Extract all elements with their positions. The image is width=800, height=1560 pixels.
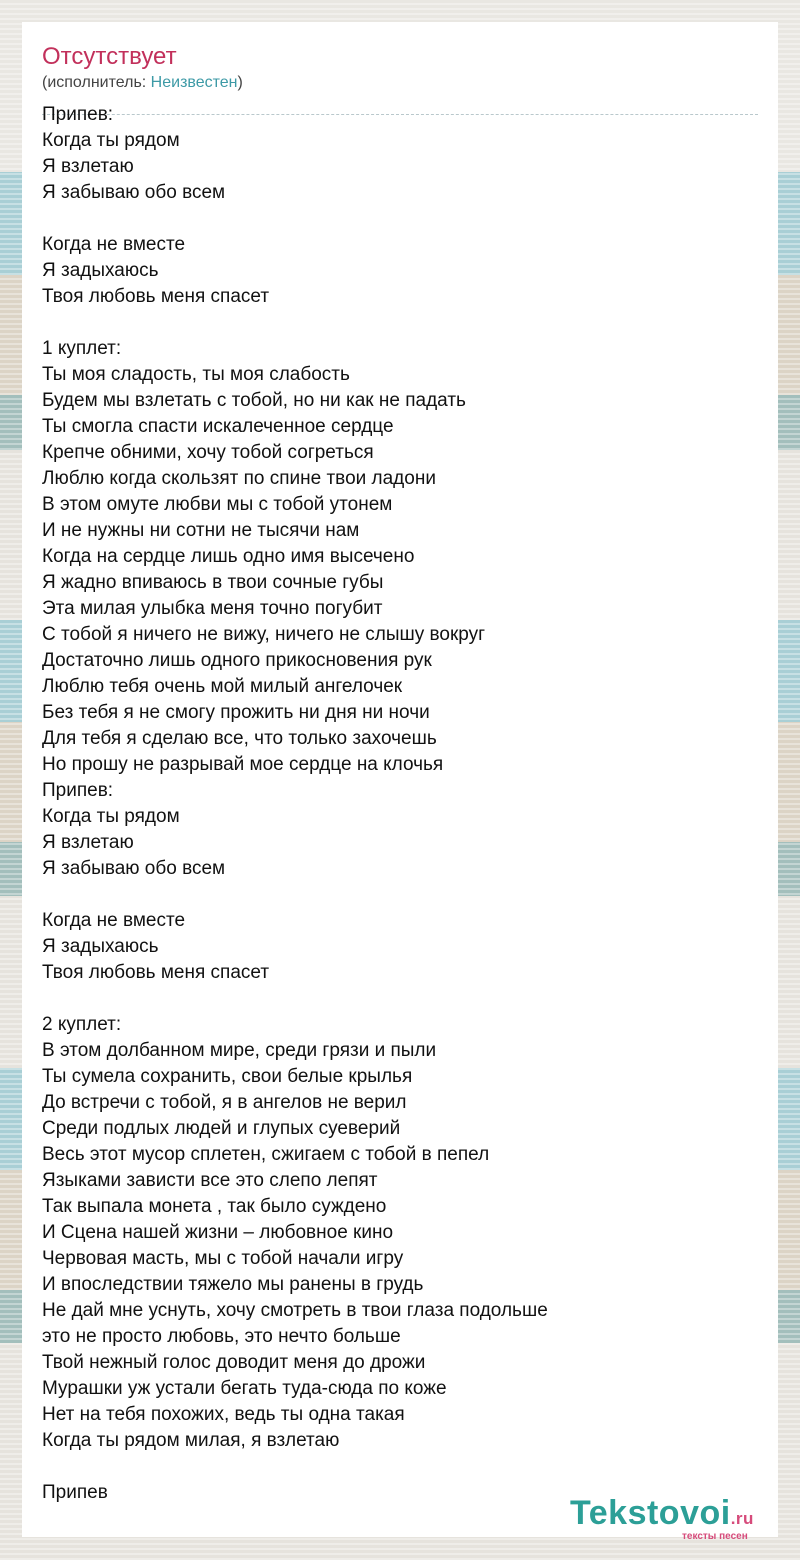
artist-line [42,72,243,94]
lyric-line: Когда ты рядом милая, я взлетаю [42,1430,340,1451]
lyric-line: Нет на тебя похожих, ведь ты одна такая [42,1404,405,1425]
lyric-line: Для тебя я сделаю все, что только захочешь [42,728,437,749]
lyric-blank-line [42,986,758,1012]
lyric-blank-line [42,882,758,908]
lyric-line: И не нужны ни сотни не тысячи нам [42,520,360,541]
lyric-line: Я забываю обо всем [42,858,226,879]
lyric-line: Припев: [42,780,114,801]
lyric-line: Среди подлых людей и глупых суеверий [42,1118,401,1139]
logo-tld: .ru [730,1509,754,1528]
lyric-line: Когда на сердце лишь одно имя высечено [42,546,415,567]
lyric-line: Когда не вместе [42,910,186,931]
artist-link[interactable]: Неизвестен [150,74,238,91]
lyric-line: Языками зависти все это слепо лепят [42,1170,378,1191]
lyric-line: И Сцена нашей жизни – любовное кино [42,1222,394,1243]
lyrics-text [42,102,758,1506]
lyric-line: Я взлетаю [42,156,134,177]
lyric-line: Припев [42,1482,108,1503]
lyric-line: В этом долбанном мире, среди грязи и пыли [42,1040,437,1061]
lyric-blank-line [42,206,758,232]
lyric-line: Когда ты рядом [42,806,180,827]
lyric-line: С тобой я ничего не вижу, ничего не слышу вокруг [42,624,486,645]
lyric-line: Ты смогла спасти искалеченное сердце [42,416,394,437]
lyric-line: В этом омуте любви мы с тобой утонем [42,494,393,515]
lyric-line: Когда ты рядом [42,130,180,151]
lyric-line: Люблю когда скользят по спине твои ладони [42,468,436,489]
lyric-line: 2 куплет: [42,1014,122,1035]
lyric-line: Весь этот мусор сплетен, сжигаем с тобой в пепел [42,1144,490,1165]
lyric-blank-line [42,1454,758,1480]
lyric-line: Люблю тебя очень мой милый ангелочек [42,676,403,697]
lyric-line: Ты моя сладость, ты моя слабость [42,364,350,385]
lyric-line: Но прошу не разрывай мое сердце на клочья [42,754,444,775]
song-title: Отсутствует [42,43,177,70]
lyric-line: Мурашки уж устали бегать туда-сюда по коже [42,1378,447,1399]
lyric-line: 1 куплет: [42,338,122,359]
site-logo[interactable] [570,1493,790,1543]
lyric-line: Я жадно впиваюсь в твои сочные губы [42,572,384,593]
lyric-line: Я взлетаю [42,832,134,853]
lyric-line: Я задыхаюсь [42,260,159,281]
lyric-line: Червовая масть, мы с тобой начали игру [42,1248,404,1269]
lyric-line: Твой нежный голос доводит меня до дрожи [42,1352,426,1373]
lyric-line: это не просто любовь, это нечто больше [42,1326,401,1347]
lyric-line: Крепче обними, хочу тобой согреться [42,442,374,463]
lyric-line: Без тебя я не смогу прожить ни дня ни ночи [42,702,430,723]
lyric-line: Ты сумела сохранить, свои белые крылья [42,1066,413,1087]
lyric-blank-line [42,310,758,336]
artist-suffix: ) [237,74,243,91]
lyric-line: Будем мы взлетать с тобой, но ни как не падать [42,390,466,411]
lyric-line: Эта милая улыбка меня точно погубит [42,598,383,619]
lyric-line: Я задыхаюсь [42,936,159,957]
lyric-line: Я забываю обо всем [42,182,226,203]
lyric-line: Не дай мне уснуть, хочу смотреть в твои глаза подольше [42,1300,548,1321]
lyric-line: Твоя любовь меня спасет [42,962,270,983]
lyric-line: Припев: [42,104,114,125]
lyric-line: Твоя любовь меня спасет [42,286,270,307]
artist-prefix: (исполнитель: [42,74,151,91]
lyrics-card [22,22,778,1542]
lyric-line: Когда не вместе [42,234,186,255]
lyric-line: И впоследствии тяжело мы ранены в грудь [42,1274,424,1295]
lyric-line: До встречи с тобой, я в ангелов не верил [42,1092,407,1113]
lyric-line: Так выпала монета , так было суждено [42,1196,387,1217]
logo-tagline: тексты песен [682,1531,748,1542]
lyric-line: Достаточно лишь одного прикосновения рук [42,650,432,671]
logo-name: Tekstovoi [570,1494,731,1532]
